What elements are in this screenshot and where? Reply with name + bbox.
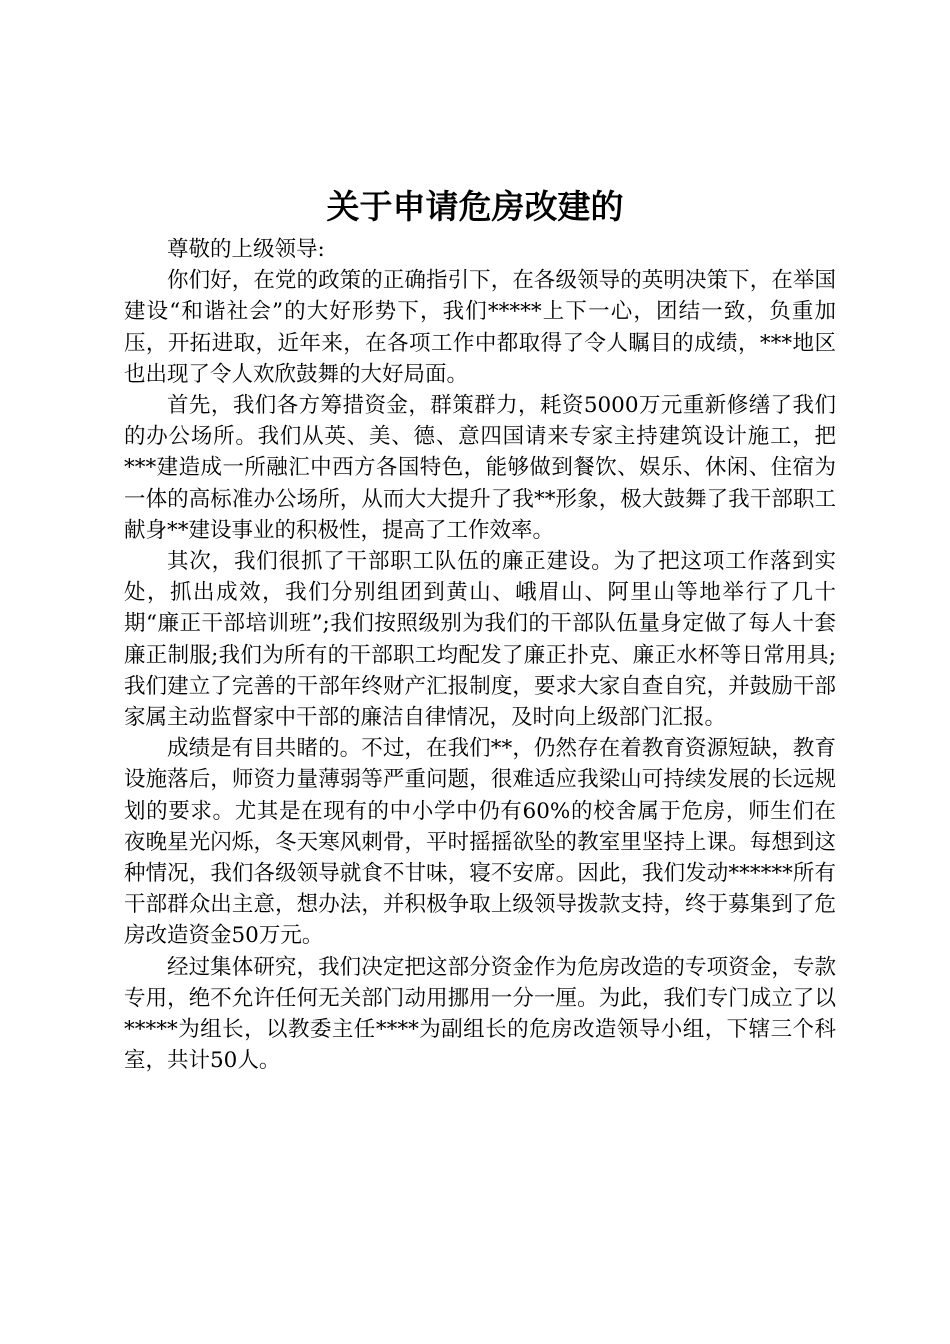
paragraph-integrity-building: 其次，我们很抓了干部职工队伍的廉正建设。为了把这项工作落到实处，抓出成效，我们分别组团到黄山、峨眉山、阿里山等地举行了几十期“廉正干部培训班”;我们按照级别为我们的干部队伍量身定做了每人十套廉正制服;我们为所有的干部职工均配发了廉正扑克、廉正水杯等日常用具;我们建立了完善的干部年终财产汇报制度，要求大家自查自究，并鼓励干部家属主动监督家中干部的廉洁自律情况，及时向上级部门汇报。 — [124, 549, 836, 731]
paragraph-fund-usage: 经过集体研究，我们决定把这部分资金作为危房改造的专项资金，专款专用，绝不允许任何无关部门动用挪用一分一厘。为此，我们专门成立了以*****为组长，以教委主任****为副组长的危房改造领导小组，下辖三个科室，共计50人。 — [124, 954, 836, 1074]
document-body — [124, 234, 836, 1076]
paragraph-office-renovation: 首先，我们各方筹措资金，群策群力，耗资5000万元重新修缮了我们的办公场所。我们从英、美、德、意四国请来专家主持建筑设计施工，把***建造成一所融汇中西方各国特色，能够做到餐饮、娱乐、休闲、住宿为一体的高标准办公场所，从而大大提升了我**形象，极大鼓舞了我干部职工献身**建设事业的积极性，提高了工作效率。 — [124, 393, 836, 543]
salutation: 尊敬的上级领导: — [167, 237, 325, 262]
paragraph-greeting: 你们好，在党的政策的正确指引下，在各级领导的英明决策下，在举国建设“和谐社会”的大好形势下，我们*****上下一心，团结一致，负重加压，开拓进取，近年来，在各项工作中都取得了令人瞩目的成绩，***地区也出现了令人欢欣鼓舞的大好局面。 — [124, 268, 836, 387]
document-title: 关于申请危房改建的 — [326, 187, 624, 226]
paragraph-school-dangers: 成绩是有目共睹的。不过，在我们**，仍然存在着教育资源短缺，教育设施落后，师资力量薄弱等严重问题，很难适应我梁山可持续发展的长远规划的要求。尤其是在现有的中小学中仍有60%的校舍属于危房，师生们在夜晚星光闪烁，冬天寒风刺骨，平时摇摇欲坠的教室里坚持上课。每想到这种情况，我们各级领导就食不甘味，寝不安席。因此，我们发动******所有干部群众出主意，想办法，并积极争取上级领导拨款支持，终于募集到了危房改造资金50万元。 — [124, 736, 836, 949]
